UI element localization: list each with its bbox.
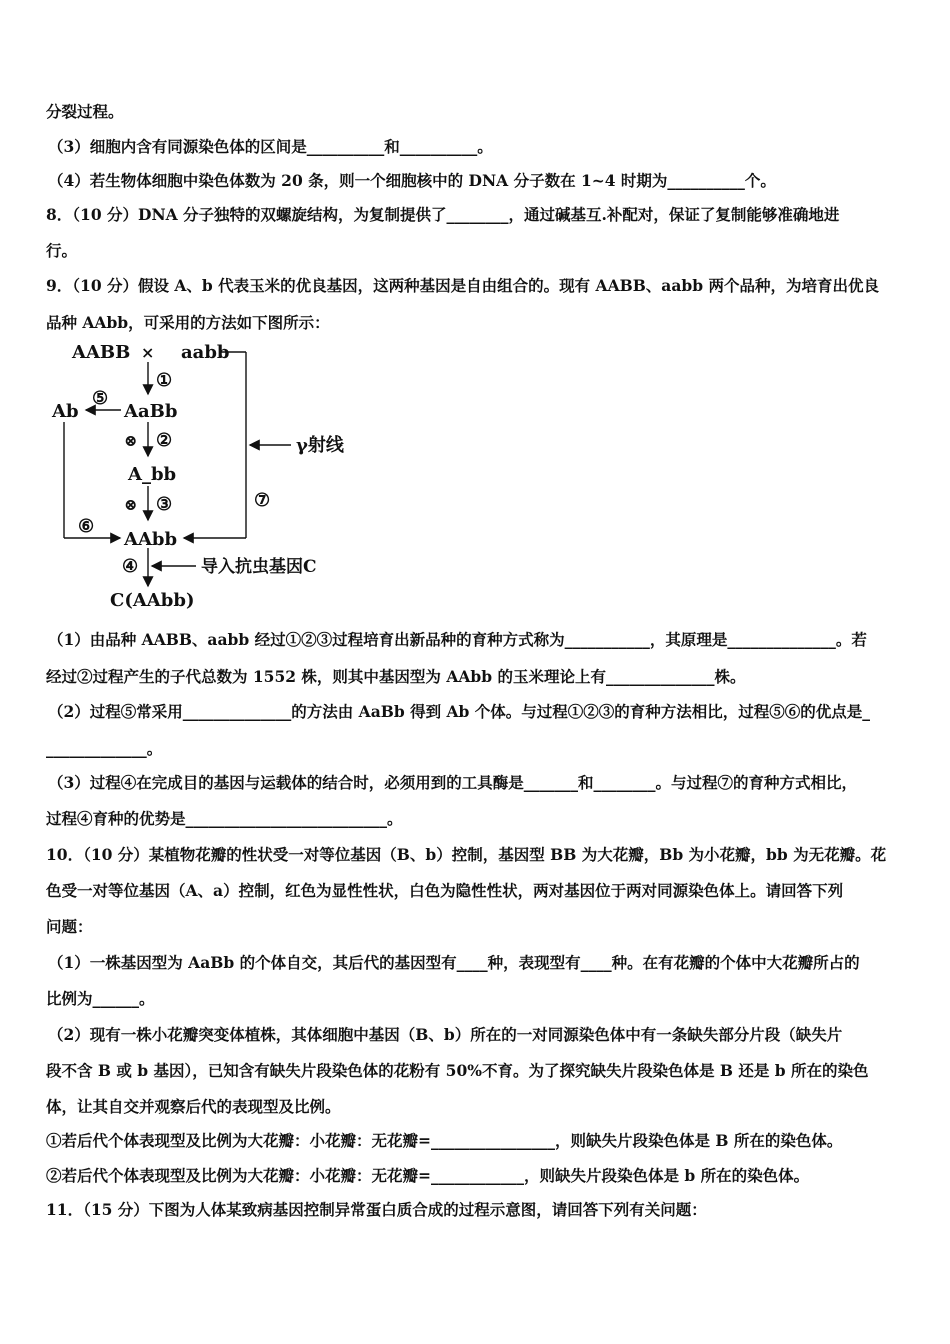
text-line: 体，让其自交并观察后代的表现型及比例。 (46, 1097, 341, 1116)
breeding-diagram (46, 340, 346, 616)
text-line: 色受一对等位基因（A、a）控制，红色为显性性状，白色为隐性性状，两对基因位于两对同源染色体上。请回答下列 (46, 881, 844, 900)
self-cross-symbol: ⊗ (124, 495, 138, 514)
text-line: 段不含 B 或 b 基因），已知含有缺失片段染色体的花粉有 50%不育。为了探究缺失片段染色体是 B 还是 b 所在的染色 (46, 1061, 869, 1080)
self-cross-symbol: ⊗ (124, 431, 138, 450)
text-line: 问题： (46, 917, 93, 936)
question-11: 11．（15 分）下图为人体某致病基因控制异常蛋白质合成的过程示意图，请回答下列有关问题： (46, 1200, 707, 1219)
label-a-bb: A_bb (128, 464, 177, 485)
step-5-label: ⑤ (92, 388, 109, 409)
question-10-1: （1）一株基因型为 AaBb 的个体自交，其后代的基因型有____种，表现型有____种。在有花瓣的个体中大花瓣所占的 (48, 953, 860, 972)
answer-option-1: ①若后代个体表现型及比例为大花瓣：小花瓣：无花瓣=________________，则缺失片段染色体是 B 所在的染色体。 (46, 1131, 843, 1150)
gamma-ray-label: γ射线 (296, 435, 344, 456)
text-line: 行。 (46, 241, 78, 260)
text-line: 分裂过程。 (46, 102, 124, 121)
label-aabb-parent1: AABB (72, 342, 131, 363)
text-line: 品种 AAbb，可采用的方法如下图所示： (46, 313, 330, 332)
step-7-label: ⑦ (254, 490, 271, 511)
cross-symbol: × (141, 343, 155, 362)
gene-c-label: 导入抗虫基因C (201, 557, 317, 577)
question-10: 10．（10 分）某植物花瓣的性状受一对等位基因（B、b）控制，基因型 BB 为大花瓣，Bb 为小花瓣，bb 为无花瓣。花 (46, 845, 887, 864)
step-3-label: ③ (156, 494, 173, 515)
text-line: 经过②过程产生的子代总数为 1552 株，则其中基因型为 AAbb 的玉米理论上有______________株。 (46, 667, 746, 686)
question-9-2: （2）过程⑤常采用______________的方法由 AaBb 得到 Ab 个体。与过程①②③的育种方法相比，过程⑤⑥的优点是_ (48, 702, 870, 721)
step-1-label: ① (156, 370, 173, 391)
label-c-aabb: C(AAbb) (110, 590, 195, 611)
label-aabb-parent2: aabb (181, 342, 230, 363)
step-4-label: ④ (122, 556, 139, 577)
question-8: 8．（10 分）DNA 分子独特的双螺旋结构，为复制提供了________，通过碱基互.补配对，保证了复制能够准确地进 (46, 205, 840, 224)
question-9: 9．（10 分）假设 A、b 代表玉米的优良基因，这两种基因是自由组合的。现有 AABB、aabb 两个品种，为培育出优良 (46, 276, 879, 295)
question-9-3: （3）过程④在完成目的基因与运载体的结合时，必须用到的工具酶是_______和________。与过程⑦的育种方式相比， (48, 773, 858, 792)
answer-option-2: ②若后代个体表现型及比例为大花瓣：小花瓣：无花瓣=____________，则缺失片段染色体是 b 所在的染色体。 (46, 1166, 810, 1185)
step-2-label: ② (156, 430, 173, 451)
text-line: _____________。 (46, 739, 163, 758)
label-aabb-new: AAbb (124, 529, 178, 550)
label-ab: Ab (52, 401, 79, 422)
question-7-3: （3）细胞内含有同源染色体的区间是__________和__________。 (48, 137, 493, 156)
text-line: 过程④育种的优势是__________________________。 (46, 809, 403, 828)
question-7-4: （4）若生物体细胞中染色体数为 20 条，则一个细胞核中的 DNA 分子数在 1~4 时期为__________个。 (48, 171, 776, 190)
question-10-2: （2）现有一株小花瓣突变体植株，其体细胞中基因（B、b）所在的一对同源染色体中有一条缺失部分片段（缺失片 (48, 1025, 843, 1044)
label-aabb-f1: AaBb (124, 401, 178, 422)
question-9-1: （1）由品种 AABB、aabb 经过①②③过程培育出新品种的育种方式称为___________，其原理是______________。若 (48, 630, 867, 649)
step-6-label: ⑥ (78, 516, 95, 537)
text-line: 比例为______。 (46, 989, 155, 1008)
